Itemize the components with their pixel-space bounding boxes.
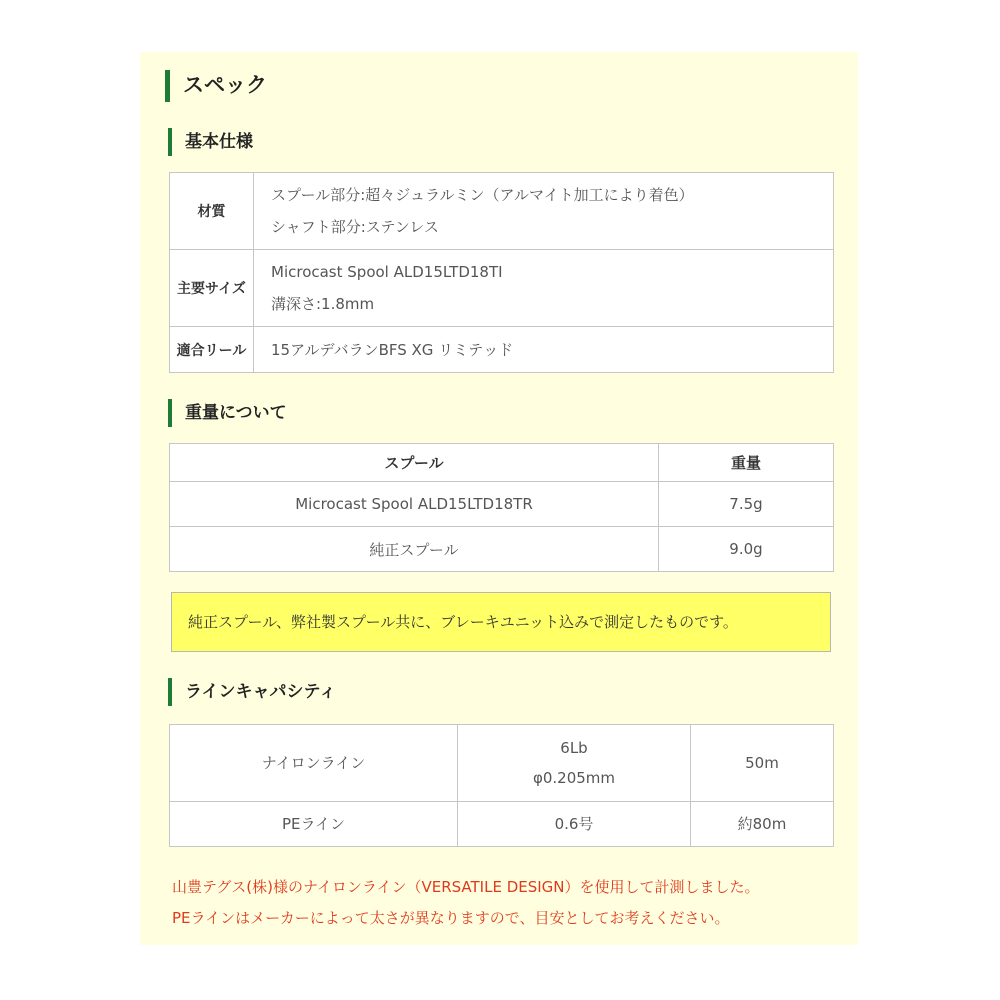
line-type: PEライン (170, 802, 458, 847)
basic-spec-heading: 基本仕様 (168, 128, 253, 156)
value-line: スプール部分:超々ジュラルミン（アルマイト加工により着色） (271, 186, 694, 204)
weight-heading: 重量について (168, 399, 287, 427)
row-label: 材質 (170, 173, 254, 250)
remark-line: PEラインはメーカーによって太さが異なりますので、目安としてお考えください。 (172, 909, 730, 927)
column-header: スプール (170, 444, 659, 482)
line-capacity-heading: ラインキャパシティ (168, 678, 336, 706)
table-row (170, 173, 834, 250)
line-spec-diameter: φ0.205mm (532, 769, 616, 787)
table-cell: 9.0g (659, 527, 834, 572)
value-line: Microcast Spool ALD15LTD18TI (271, 263, 503, 281)
measurement-note: 純正スプール、弊社製スプール共に、ブレーキユニット込みで測定したものです。 (171, 592, 831, 652)
table-row (170, 327, 834, 373)
line-capacity-table (169, 724, 834, 847)
row-value (254, 250, 834, 327)
row-label: 主要サイズ (170, 250, 254, 327)
line-length: 50m (691, 725, 834, 802)
value-line: シャフト部分:ステンレス (271, 218, 439, 236)
column-header: 重量 (659, 444, 834, 482)
table-row (170, 250, 834, 327)
row-label: 適合リール (170, 327, 254, 373)
table-cell: Microcast Spool ALD15LTD18TR (170, 482, 659, 527)
value-line: 15アルデバランBFS XG リミテッド (271, 340, 514, 359)
table-row (170, 482, 834, 527)
table-row (170, 802, 834, 847)
value-line: 溝深さ:1.8mm (271, 295, 375, 313)
row-value (254, 327, 834, 373)
line-spec-strength: 6Lb (560, 739, 588, 757)
table-row (170, 527, 834, 572)
page-title: スペック (165, 70, 267, 102)
weight-table (169, 443, 834, 572)
line-length: 約80m (691, 802, 834, 847)
table-row (170, 725, 834, 802)
table-header-row (170, 444, 834, 482)
row-value (254, 173, 834, 250)
line-spec (458, 725, 691, 802)
remark-line: 山豊テグス(株)様のナイロンライン（VERSATILE DESIGN）を使用して計測しました。 (172, 878, 760, 896)
basic-spec-table (169, 172, 834, 373)
table-cell: 純正スプール (170, 527, 659, 572)
line-spec: 0.6号 (458, 802, 691, 847)
table-cell: 7.5g (659, 482, 834, 527)
line-type: ナイロンライン (170, 725, 458, 802)
